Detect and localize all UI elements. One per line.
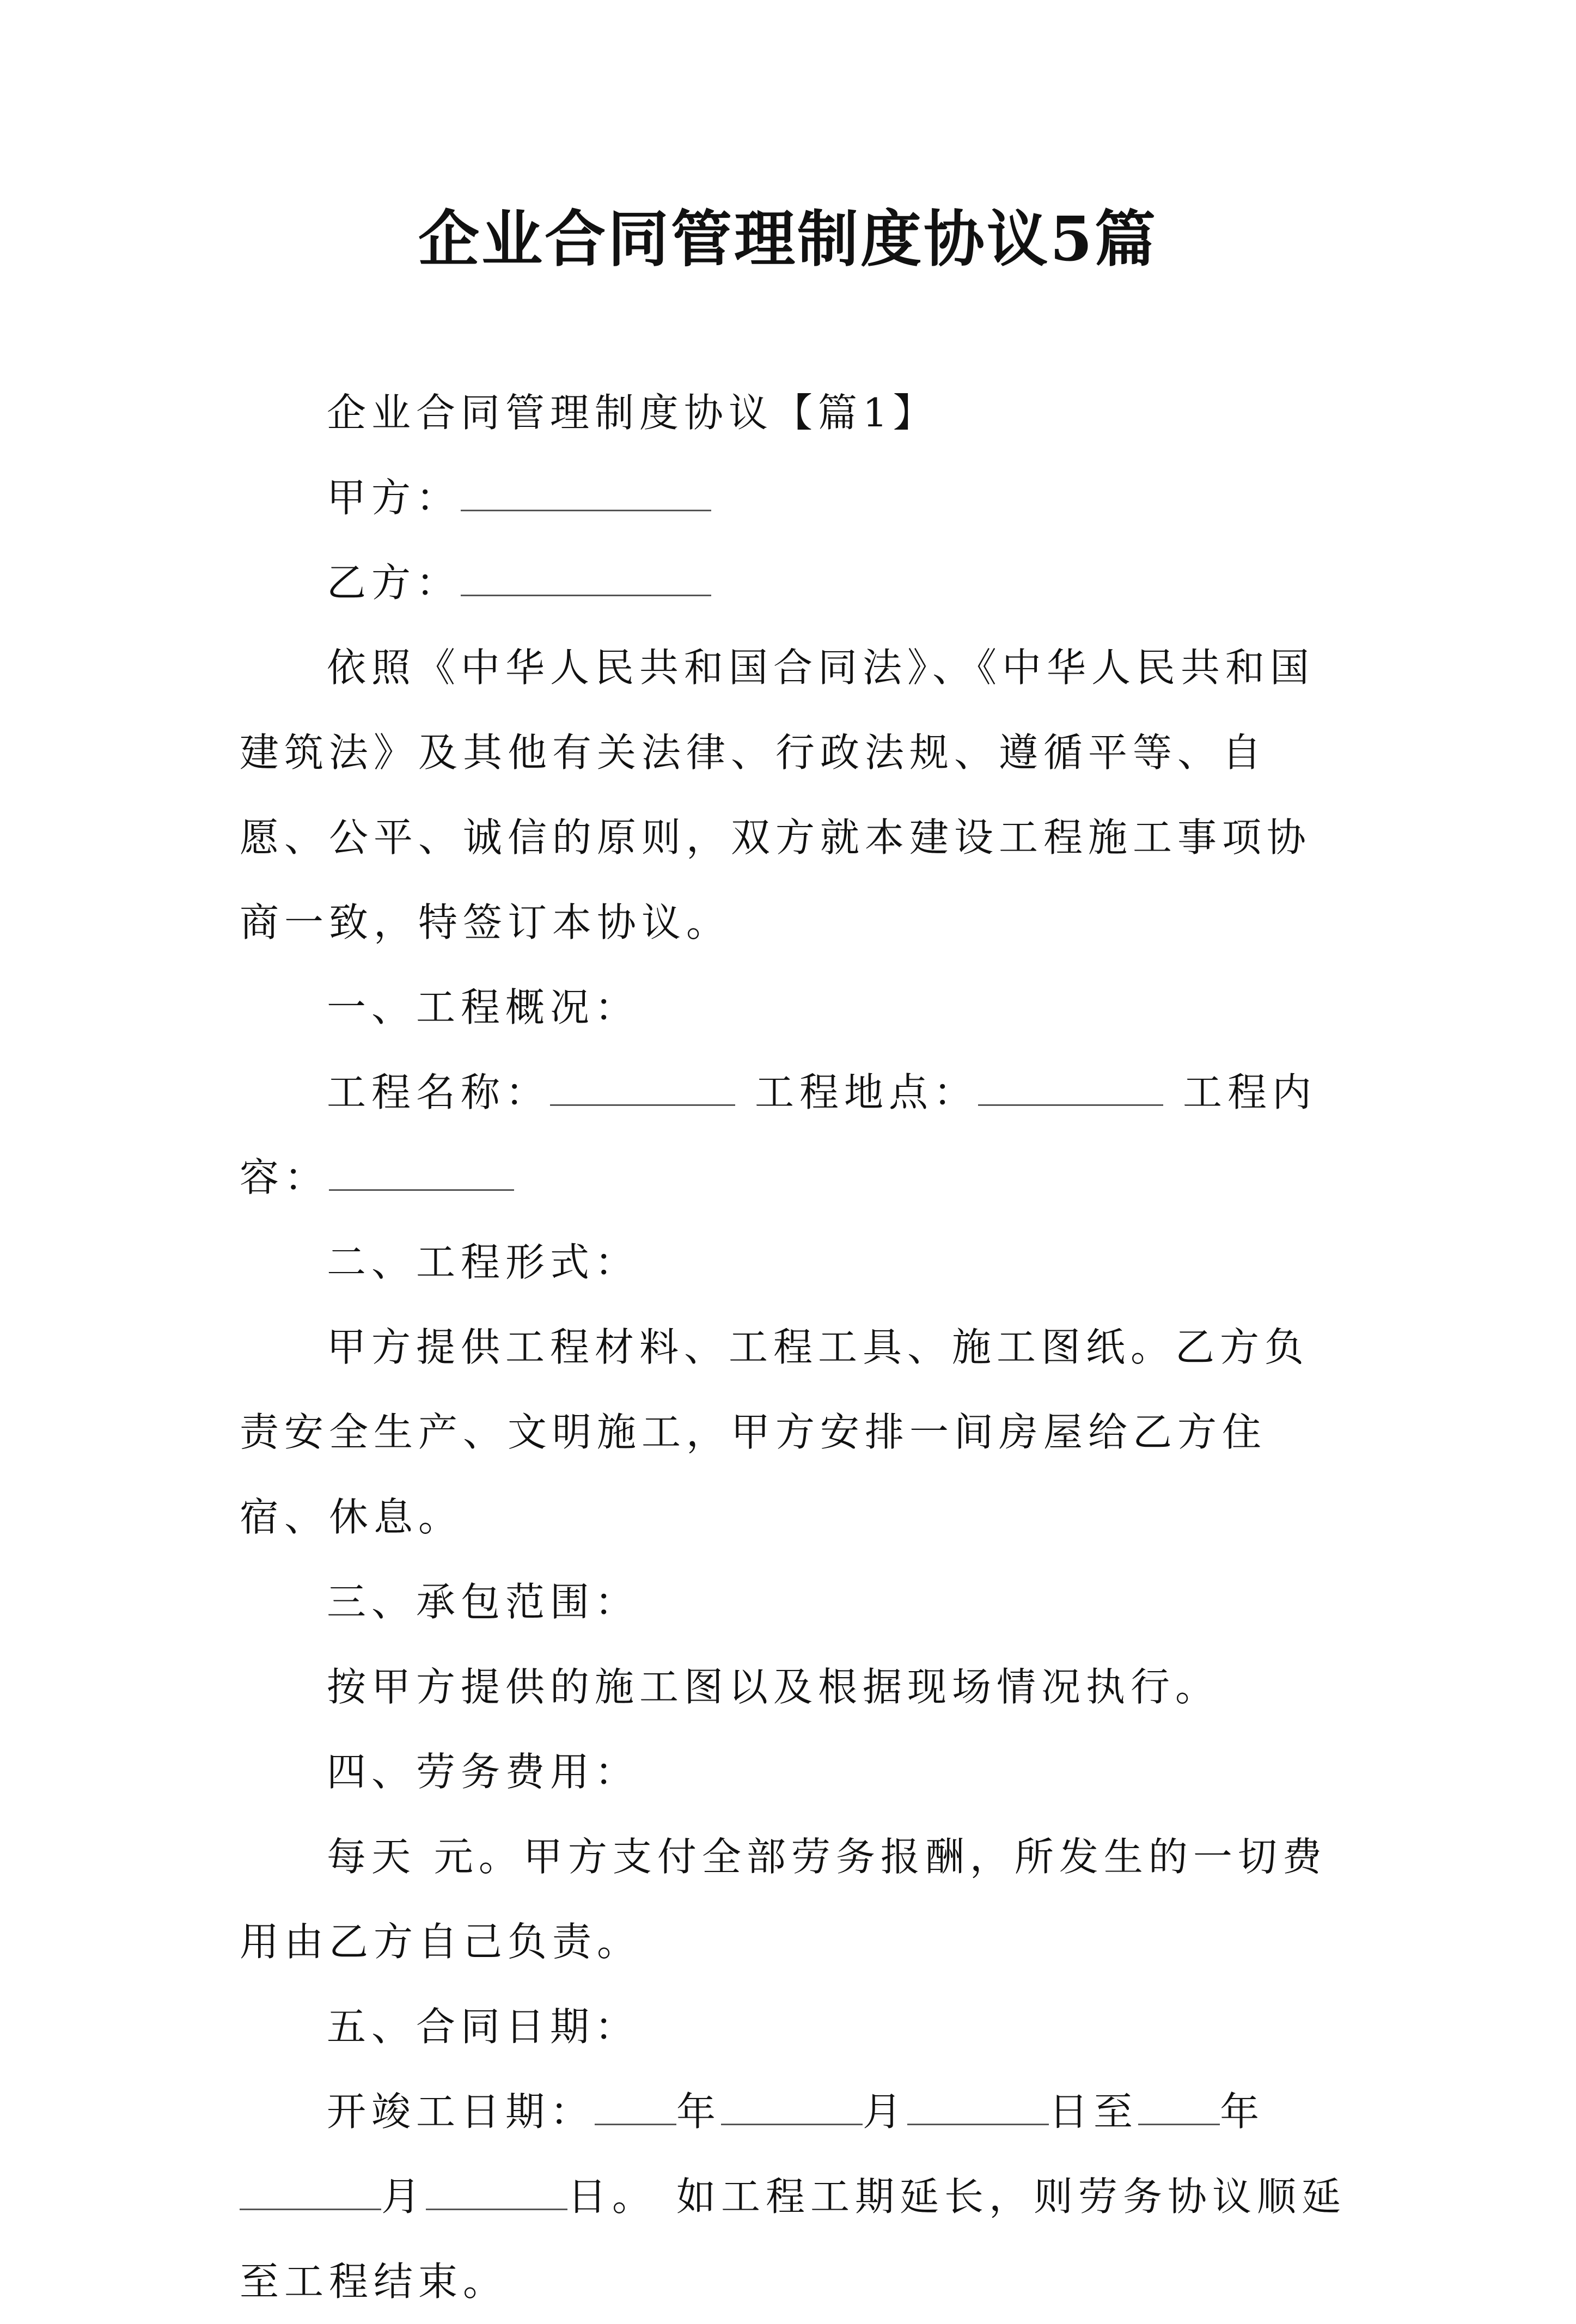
party-a-line xyxy=(240,455,1351,540)
party-b-label: 乙方： xyxy=(327,560,461,606)
start-year-blank xyxy=(595,2084,676,2125)
end-month-unit: 月 xyxy=(381,2174,426,2219)
end-year-unit: 年 xyxy=(1220,2089,1265,2135)
day-end-text: 日。 xyxy=(567,2174,657,2219)
start-month-blank xyxy=(721,2084,863,2125)
project-name-blank xyxy=(550,1065,735,1106)
end-year-blank xyxy=(1138,2084,1220,2125)
sec3-heading: 三、承包范围： xyxy=(327,1579,640,1625)
project-name-label: 工程名称： xyxy=(327,1069,551,1115)
start-day-blank xyxy=(907,2084,1049,2125)
project-content-blank xyxy=(329,1150,514,1191)
end-day-blank xyxy=(426,2169,567,2210)
start-month-unit: 月 xyxy=(863,2089,908,2135)
party-a-label: 甲方： xyxy=(327,475,461,521)
section-heading: 企业合同管理制度协议【篇1】 xyxy=(327,390,938,436)
extension-text: 如工程工期延长，则劳务协议顺延至工程结束。 xyxy=(240,2174,1347,2304)
sec2-body: 甲方提供工程材料、工程工具、施工图纸。乙方负责安全生产、文明施工，甲方安排一间房屋给乙方住宿、休息。 xyxy=(240,1324,1310,1540)
day-to-text: 日至 xyxy=(1049,2089,1139,2135)
document-title: 企业合同管理制度协议5篇 xyxy=(418,204,1158,275)
date-line xyxy=(240,2069,1351,2324)
intro-paragraph: 依照《中华人民共和国合同法》、《中华人民共和国建筑法》及其他有关法律、行政法规、遵循平等、自愿、公平、诚信的原则，双方就本建设工程施工事项协商一致，特签订本协议。 xyxy=(240,645,1315,945)
date-label: 开竣工日期： xyxy=(327,2089,595,2135)
sec1-heading: 一、工程概况： xyxy=(327,984,640,1030)
party-b-line xyxy=(240,540,1351,625)
end-month-blank xyxy=(240,2169,381,2210)
project-location-blank xyxy=(978,1065,1163,1106)
project-info-line xyxy=(240,1050,1351,1220)
project-location-label: 工程地点： xyxy=(755,1069,979,1115)
party-b-blank xyxy=(461,555,711,596)
sec5-heading: 五、合同日期： xyxy=(327,2004,640,2050)
party-a-blank xyxy=(461,470,711,511)
sec4-body: 每天 元。甲方支付全部劳务报酬，所发生的一切费用由乙方自己负责。 xyxy=(240,1834,1327,1965)
sec4-heading: 四、劳务费用： xyxy=(327,1749,640,1795)
sec3-body: 按甲方提供的施工图以及根据现场情况执行。 xyxy=(327,1664,1220,1710)
project-content-label: 工程内容： xyxy=(240,1069,1317,1200)
sec2-heading: 二、工程形式： xyxy=(327,1239,640,1285)
start-year-unit: 年 xyxy=(676,2089,722,2135)
document-body xyxy=(240,370,1351,2324)
